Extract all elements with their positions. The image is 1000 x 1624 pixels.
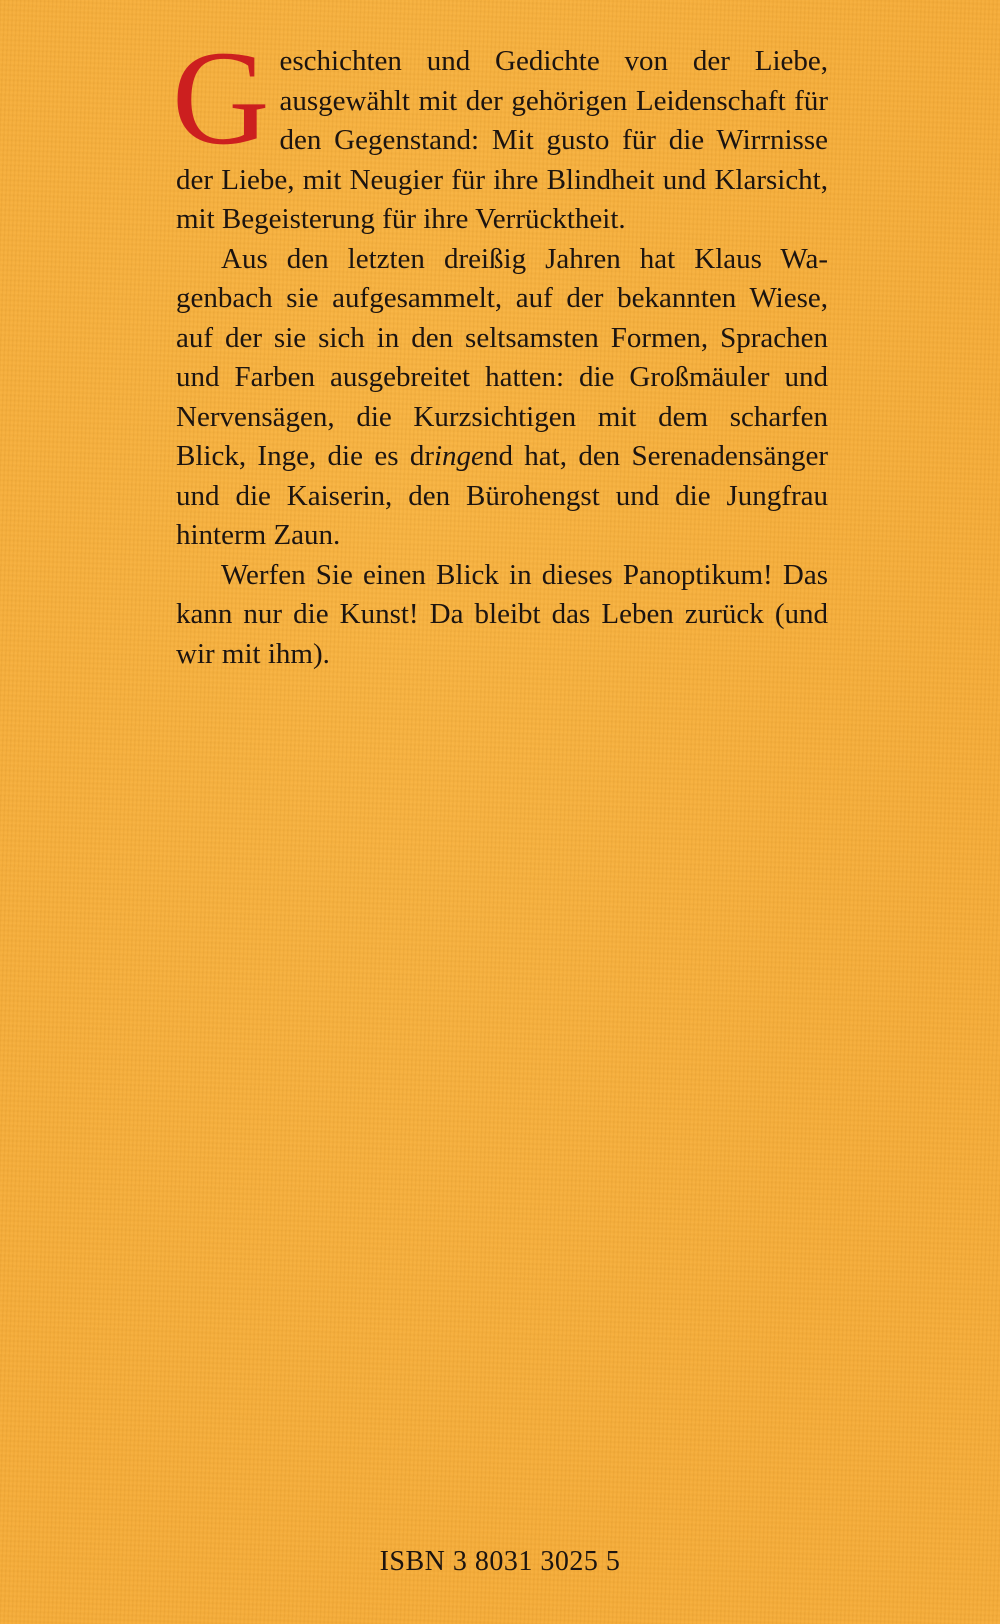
blurb-paragraph-2-text-end: nd hat, den Serenadensänger und die Kaiserin, den Bürohengst und die Jungfrau hinterm Zaun.: [176, 440, 828, 551]
blurb-paragraph-2-text-start: Aus den letzten dreißig Jahren hat Klaus Wagenbach sie aufgesammelt, auf der bekannten Wiese, auf der sie sich in den seltsamsten Formen, Sprachen und Farben ausgebreitet hatten: die Großmäuler und Nervensägen, die Kurzsichtigen mit dem scharfen Blick, Inge, die es dr: [176, 242, 828, 472]
blurb-text: [172, 24, 828, 674]
blurb-paragraph-1-text: eschichten und Gedichte von der Liebe, ausgewählt mit der gehörigen Leidenschaft für den Gegenstand: Mit gusto für die Wirrnisse der Liebe, mit Neugier für ihre Blindheit und Klarsicht, mit Begeisterung für ihre Verrücktheit.: [176, 45, 828, 235]
blurb-paragraph-1: [172, 24, 828, 240]
blurb-paragraph-2-italic: inge: [434, 440, 484, 472]
isbn-number: ISBN 3 8031 3025 5: [379, 1546, 621, 1577]
drop-cap-letter: G: [172, 24, 270, 173]
blurb-paragraph-3: Werfen Sie einen Blick in dieses Panoptikum! Das kann nur die Kunst! Da bleibt das Leben zurück (und wir mit ihm).: [176, 558, 828, 670]
blurb-paragraph-2: [176, 240, 828, 556]
